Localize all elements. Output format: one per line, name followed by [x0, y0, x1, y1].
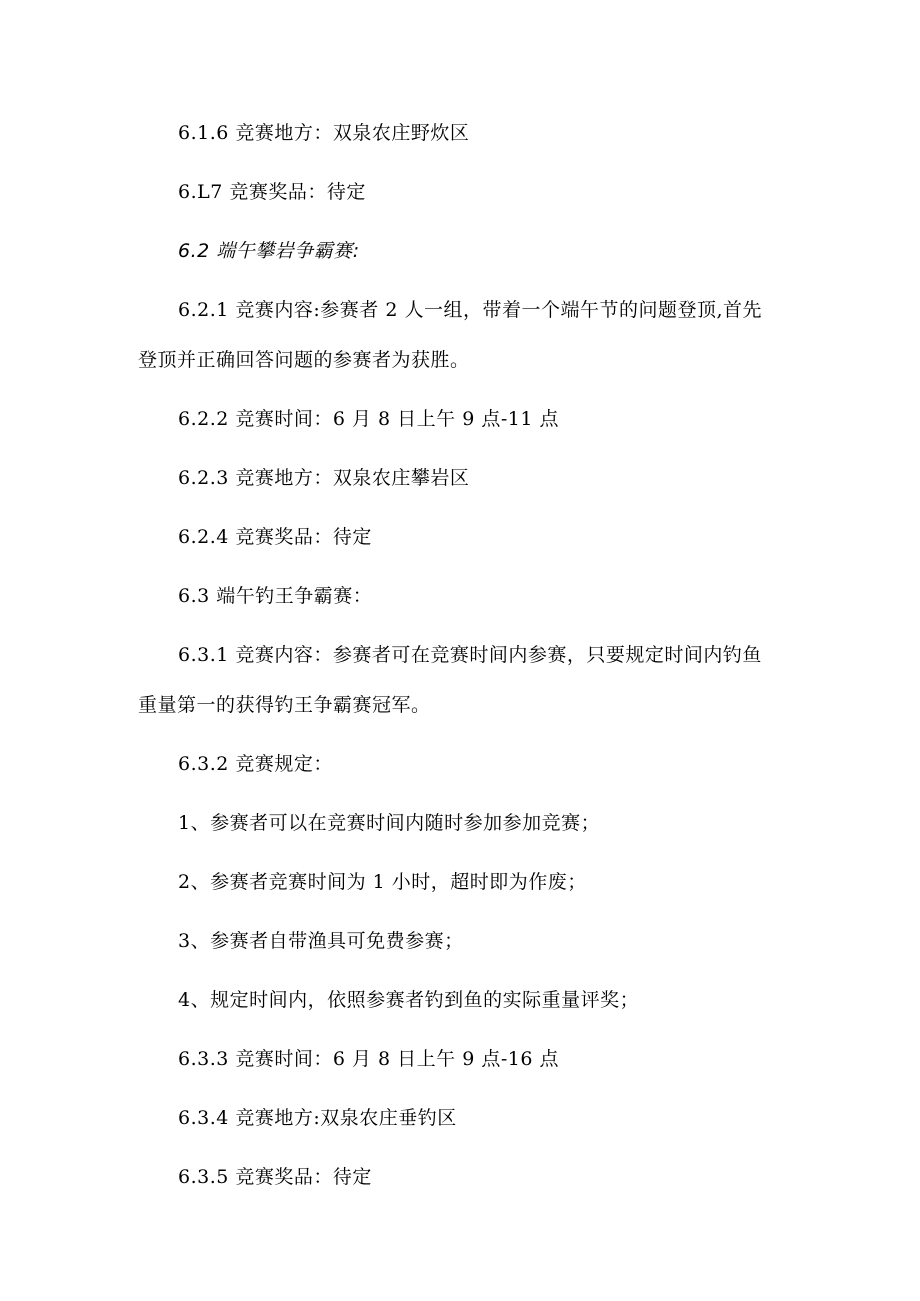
item-6-3-3-time: 6.3.3 竞赛时间：6 月 8 日上午 9 点-16 点 [178, 1048, 559, 1070]
item-6-2-2-time: 6.2.2 竞赛时间：6 月 8 日上午 9 点-11 点 [178, 408, 559, 430]
rule-item-3: 3、参赛者自带渔具可免费参赛； [178, 930, 464, 952]
item-6-1-7-prize: 6.L7 竞赛奖品：待定 [178, 181, 366, 203]
item-6-3-1-content-continued: 重量第一的获得钓王争霸赛冠军。 [138, 694, 431, 716]
item-6-2-4-prize: 6.2.4 竞赛奖品：待定 [178, 526, 372, 548]
item-6-1-6-venue: 6.1.6 竞赛地方：双泉农庄野炊区 [178, 122, 470, 144]
item-6-3-2-rules: 6.3.2 竞赛规定： [178, 753, 333, 775]
item-6-2-1-content-continued: 登顶并正确回答问题的参赛者为获胜。 [138, 349, 470, 371]
rule-item-1: 1、参赛者可以在竞赛时间内随时参加参加竞赛； [178, 812, 601, 834]
item-6-2-1-content: 6.2.1 竞赛内容:参赛者 2 人一组，带着一个端午节的问题登顶,首先 [178, 299, 762, 321]
rule-item-4: 4、规定时间内，依照参赛者钓到鱼的实际重量评奖； [178, 989, 640, 1011]
item-6-3-5-prize: 6.3.5 竞赛奖品：待定 [178, 1166, 372, 1188]
rule-item-2: 2、参赛者竞赛时间为 1 小时，超时即为作废； [178, 871, 587, 893]
item-6-2-3-venue: 6.2.3 竞赛地方：双泉农庄攀岩区 [178, 467, 470, 489]
section-heading-6-3: 6.3 端午钓王争霸赛： [178, 585, 373, 607]
item-6-3-4-venue: 6.3.4 竞赛地方:双泉农庄垂钓区 [178, 1107, 457, 1129]
section-heading-6-2: 6.2 端午攀岩争霸赛: [178, 240, 360, 262]
item-6-3-1-content: 6.3.1 竞赛内容：参赛者可在竞赛时间内参赛，只要规定时间内钓鱼 [178, 644, 762, 666]
